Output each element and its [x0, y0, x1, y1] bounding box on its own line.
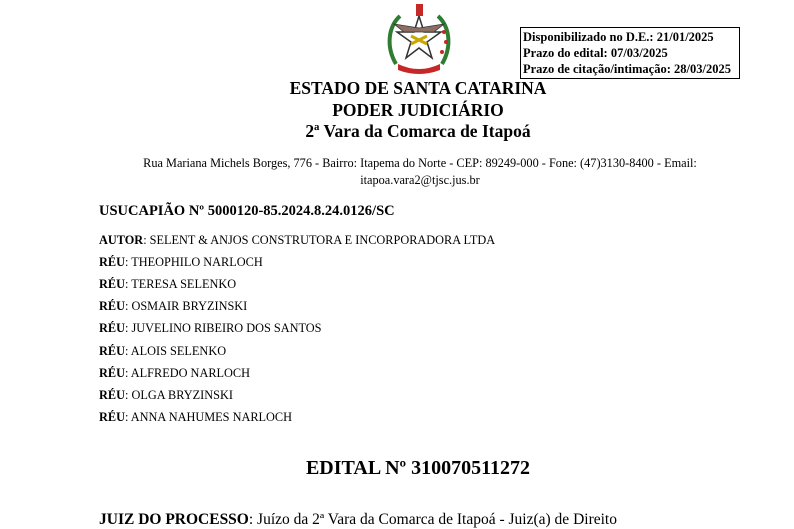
- party-item: [99, 366, 250, 381]
- party-name: : THEOPHILO NARLOCH: [124, 255, 263, 270]
- header-state: ESTADO DE SANTA CATARINA: [289, 78, 547, 98]
- availability-date: Disponibilizado no D.E.: 21/01/2025: [523, 30, 714, 44]
- party-item: [99, 277, 236, 292]
- coat-of-arms-icon: [384, 2, 454, 76]
- process-number: USUCAPIÃO Nº 5000120-85.2024.8.24.0126/SC: [99, 203, 395, 219]
- judge-text: : Juízo da 2ª Vara da Comarca de Itapoá - Juiz(a) de Direito: [248, 511, 617, 528]
- judge-label: JUIZ DO PROCESSO: [99, 511, 249, 528]
- edital-title: EDITAL Nº 310070511272: [305, 457, 531, 479]
- header-judiciary: PODER JUDICIÁRIO: [332, 100, 504, 120]
- party-name: : ALOIS SELENKO: [124, 343, 227, 358]
- party-role: RÉU: [99, 343, 125, 358]
- party-name: : TERESA SELENKO: [124, 277, 237, 292]
- party-name: : JUVELINO RIBEIRO DOS SANTOS: [124, 321, 322, 336]
- party-role: AUTOR: [99, 233, 144, 247]
- party-item: [99, 410, 292, 425]
- party-item: [99, 299, 247, 314]
- header-court: 2ª Vara da Comarca de Itapoá: [305, 121, 531, 141]
- party-name: : ANNA NAHUMES NARLOCH: [124, 409, 293, 424]
- party-item: [99, 321, 322, 336]
- publication-dates-box: [520, 27, 740, 79]
- party-name: : OSMAIR BRYZINSKI: [124, 299, 248, 314]
- party-name: : ALFREDO NARLOCH: [124, 365, 250, 380]
- party-role: RÉU: [99, 299, 125, 314]
- party-item: [99, 255, 263, 270]
- edital-deadline: Prazo do edital: 07/03/2025: [523, 46, 668, 60]
- party-item: [99, 344, 226, 359]
- court-address: Rua Mariana Michels Borges, 776 - Bairro: Itapema do Norte - CEP: 89249-000 - Fone: (47)3130-8400 - Email: itapoa.vara2@tjsc.jus.br: [143, 156, 697, 187]
- party-role: RÉU: [99, 387, 125, 402]
- judge-line: [99, 511, 617, 529]
- party-item: [99, 388, 233, 403]
- party-role: RÉU: [99, 277, 125, 292]
- party-item: [99, 233, 495, 248]
- party-role: RÉU: [99, 365, 125, 380]
- party-role: RÉU: [99, 409, 125, 424]
- party-role: RÉU: [99, 321, 125, 336]
- party-role: RÉU: [99, 255, 125, 270]
- citation-deadline: Prazo de citação/intimação: 28/03/2025: [523, 62, 731, 76]
- party-name: : OLGA BRYZINSKI: [124, 387, 233, 402]
- party-name: : SELENT & ANJOS CONSTRUTORA E INCORPORADORA LTDA: [143, 233, 496, 247]
